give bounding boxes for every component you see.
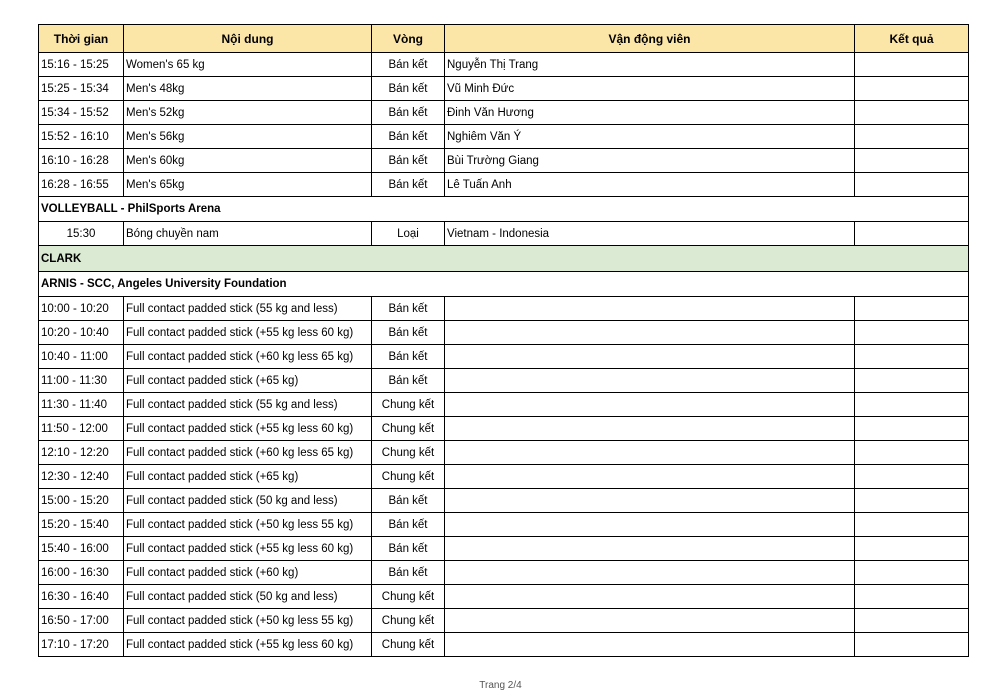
- cell-round: Bán kết: [372, 77, 445, 101]
- cell-result: [855, 513, 969, 537]
- table-row: [39, 297, 969, 321]
- cell-time: 15:00 - 15:20: [39, 489, 124, 513]
- cell-content: Women's 65 kg: [124, 53, 372, 77]
- cell-athlete: [445, 417, 855, 441]
- header-content: Nội dung: [124, 25, 372, 53]
- cell-result: [855, 321, 969, 345]
- city-header-row: [39, 246, 969, 272]
- cell-result: [855, 77, 969, 101]
- cell-content: Men's 48kg: [124, 77, 372, 101]
- table-row: [39, 222, 969, 246]
- cell-round: Bán kết: [372, 297, 445, 321]
- cell-athlete: [445, 633, 855, 657]
- cell-result: [855, 489, 969, 513]
- cell-content: Full contact padded stick (+60 kg less 65 kg): [124, 345, 372, 369]
- table-row: [39, 53, 969, 77]
- cell-round: Chung kết: [372, 393, 445, 417]
- cell-round: Bán kết: [372, 101, 445, 125]
- cell-content: Full contact padded stick (+65 kg): [124, 465, 372, 489]
- table-row: [39, 369, 969, 393]
- cell-result: [855, 609, 969, 633]
- cell-time: 16:28 - 16:55: [39, 173, 124, 197]
- cell-content: Full contact padded stick (55 kg and less): [124, 393, 372, 417]
- cell-time: 11:50 - 12:00: [39, 417, 124, 441]
- cell-content: Men's 65kg: [124, 173, 372, 197]
- cell-content: Full contact padded stick (+50 kg less 55 kg): [124, 609, 372, 633]
- cell-content: Men's 60kg: [124, 149, 372, 173]
- cell-result: [855, 585, 969, 609]
- header-athlete: Vận động viên: [445, 25, 855, 53]
- cell-athlete: [445, 345, 855, 369]
- cell-content: Full contact padded stick (+55 kg less 60 kg): [124, 633, 372, 657]
- cell-athlete: Vũ Minh Đức: [445, 77, 855, 101]
- cell-content: Full contact padded stick (55 kg and less): [124, 297, 372, 321]
- venue-header-row: [39, 197, 969, 222]
- header-result: Kết quả: [855, 25, 969, 53]
- cell-athlete: [445, 489, 855, 513]
- header-round: Vòng: [372, 25, 445, 53]
- table-row: [39, 465, 969, 489]
- cell-round: Chung kết: [372, 417, 445, 441]
- cell-athlete: [445, 393, 855, 417]
- cell-round: Bán kết: [372, 561, 445, 585]
- cell-result: [855, 222, 969, 246]
- cell-athlete: [445, 369, 855, 393]
- cell-content: Full contact padded stick (+60 kg): [124, 561, 372, 585]
- cell-content: Full contact padded stick (+65 kg): [124, 369, 372, 393]
- cell-time: 15:25 - 15:34: [39, 77, 124, 101]
- schedule-table: [38, 24, 969, 657]
- cell-round: Bán kết: [372, 149, 445, 173]
- schedule-body: [39, 53, 969, 657]
- cell-round: Chung kết: [372, 585, 445, 609]
- venue-header-row: [39, 272, 969, 297]
- cell-content: Full contact padded stick (+50 kg less 55 kg): [124, 513, 372, 537]
- cell-time: 15:16 - 15:25: [39, 53, 124, 77]
- header-time: Thời gian: [39, 25, 124, 53]
- cell-content: Men's 52kg: [124, 101, 372, 125]
- cell-time: 16:30 - 16:40: [39, 585, 124, 609]
- cell-time: 16:10 - 16:28: [39, 149, 124, 173]
- cell-result: [855, 537, 969, 561]
- cell-result: [855, 53, 969, 77]
- cell-result: [855, 633, 969, 657]
- cell-athlete: [445, 561, 855, 585]
- cell-round: Bán kết: [372, 321, 445, 345]
- cell-athlete: [445, 465, 855, 489]
- cell-result: [855, 561, 969, 585]
- cell-time: 17:10 - 17:20: [39, 633, 124, 657]
- table-row: [39, 345, 969, 369]
- cell-time: 16:00 - 16:30: [39, 561, 124, 585]
- cell-result: [855, 173, 969, 197]
- table-row: [39, 101, 969, 125]
- cell-time: 12:10 - 12:20: [39, 441, 124, 465]
- cell-time: 12:30 - 12:40: [39, 465, 124, 489]
- cell-time: 15:34 - 15:52: [39, 101, 124, 125]
- cell-round: Bán kết: [372, 125, 445, 149]
- cell-round: Bán kết: [372, 369, 445, 393]
- page-number: Trang 2/4: [479, 680, 522, 691]
- cell-athlete: Lê Tuấn Anh: [445, 173, 855, 197]
- city-label: CLARK: [39, 246, 969, 272]
- cell-result: [855, 101, 969, 125]
- cell-result: [855, 441, 969, 465]
- cell-result: [855, 417, 969, 441]
- cell-athlete: Nguyễn Thị Trang: [445, 53, 855, 77]
- cell-athlete: [445, 537, 855, 561]
- table-row: [39, 633, 969, 657]
- table-row: [39, 77, 969, 101]
- cell-time: 11:00 - 11:30: [39, 369, 124, 393]
- cell-time: 15:20 - 15:40: [39, 513, 124, 537]
- cell-athlete: Nghiêm Văn Ý: [445, 125, 855, 149]
- cell-athlete: [445, 513, 855, 537]
- table-row: [39, 441, 969, 465]
- table-row: [39, 417, 969, 441]
- cell-result: [855, 393, 969, 417]
- cell-result: [855, 465, 969, 489]
- cell-content: Bóng chuyền nam: [124, 222, 372, 246]
- venue-label: ARNIS - SCC, Angeles University Foundation: [39, 272, 969, 297]
- table-row: [39, 561, 969, 585]
- cell-athlete: [445, 321, 855, 345]
- cell-athlete: [445, 585, 855, 609]
- cell-round: Chung kết: [372, 465, 445, 489]
- cell-content: Full contact padded stick (50 kg and less): [124, 585, 372, 609]
- cell-content: Men's 56kg: [124, 125, 372, 149]
- cell-time: 16:50 - 17:00: [39, 609, 124, 633]
- cell-round: Bán kết: [372, 345, 445, 369]
- cell-round: Bán kết: [372, 537, 445, 561]
- table-row: [39, 489, 969, 513]
- cell-athlete: Bùi Trường Giang: [445, 149, 855, 173]
- table-row: [39, 149, 969, 173]
- cell-time: 10:00 - 10:20: [39, 297, 124, 321]
- cell-athlete: Đinh Văn Hương: [445, 101, 855, 125]
- cell-time: 11:30 - 11:40: [39, 393, 124, 417]
- venue-label: VOLLEYBALL - PhilSports Arena: [39, 197, 969, 222]
- cell-result: [855, 125, 969, 149]
- cell-time: 10:20 - 10:40: [39, 321, 124, 345]
- cell-result: [855, 345, 969, 369]
- cell-athlete: [445, 609, 855, 633]
- cell-time: 10:40 - 11:00: [39, 345, 124, 369]
- cell-result: [855, 369, 969, 393]
- cell-time: 15:30: [39, 222, 124, 246]
- cell-round: Bán kết: [372, 513, 445, 537]
- table-row: [39, 393, 969, 417]
- table-row: [39, 609, 969, 633]
- cell-athlete: [445, 297, 855, 321]
- table-row: [39, 173, 969, 197]
- cell-time: 15:52 - 16:10: [39, 125, 124, 149]
- cell-content: Full contact padded stick (+55 kg less 60 kg): [124, 321, 372, 345]
- cell-content: Full contact padded stick (50 kg and less): [124, 489, 372, 513]
- table-row: [39, 537, 969, 561]
- cell-round: Chung kết: [372, 441, 445, 465]
- cell-round: Bán kết: [372, 489, 445, 513]
- cell-round: Bán kết: [372, 173, 445, 197]
- cell-result: [855, 297, 969, 321]
- cell-result: [855, 149, 969, 173]
- cell-round: Bán kết: [372, 53, 445, 77]
- table-row: [39, 513, 969, 537]
- cell-content: Full contact padded stick (+55 kg less 60 kg): [124, 417, 372, 441]
- cell-content: Full contact padded stick (+60 kg less 65 kg): [124, 441, 372, 465]
- cell-round: Chung kết: [372, 609, 445, 633]
- cell-athlete: Vietnam - Indonesia: [445, 222, 855, 246]
- table-row: [39, 125, 969, 149]
- cell-time: 15:40 - 16:00: [39, 537, 124, 561]
- cell-round: Loại: [372, 222, 445, 246]
- cell-round: Chung kết: [372, 633, 445, 657]
- cell-content: Full contact padded stick (+55 kg less 60 kg): [124, 537, 372, 561]
- table-row: [39, 585, 969, 609]
- cell-athlete: [445, 441, 855, 465]
- header-row: [39, 25, 969, 53]
- table-row: [39, 321, 969, 345]
